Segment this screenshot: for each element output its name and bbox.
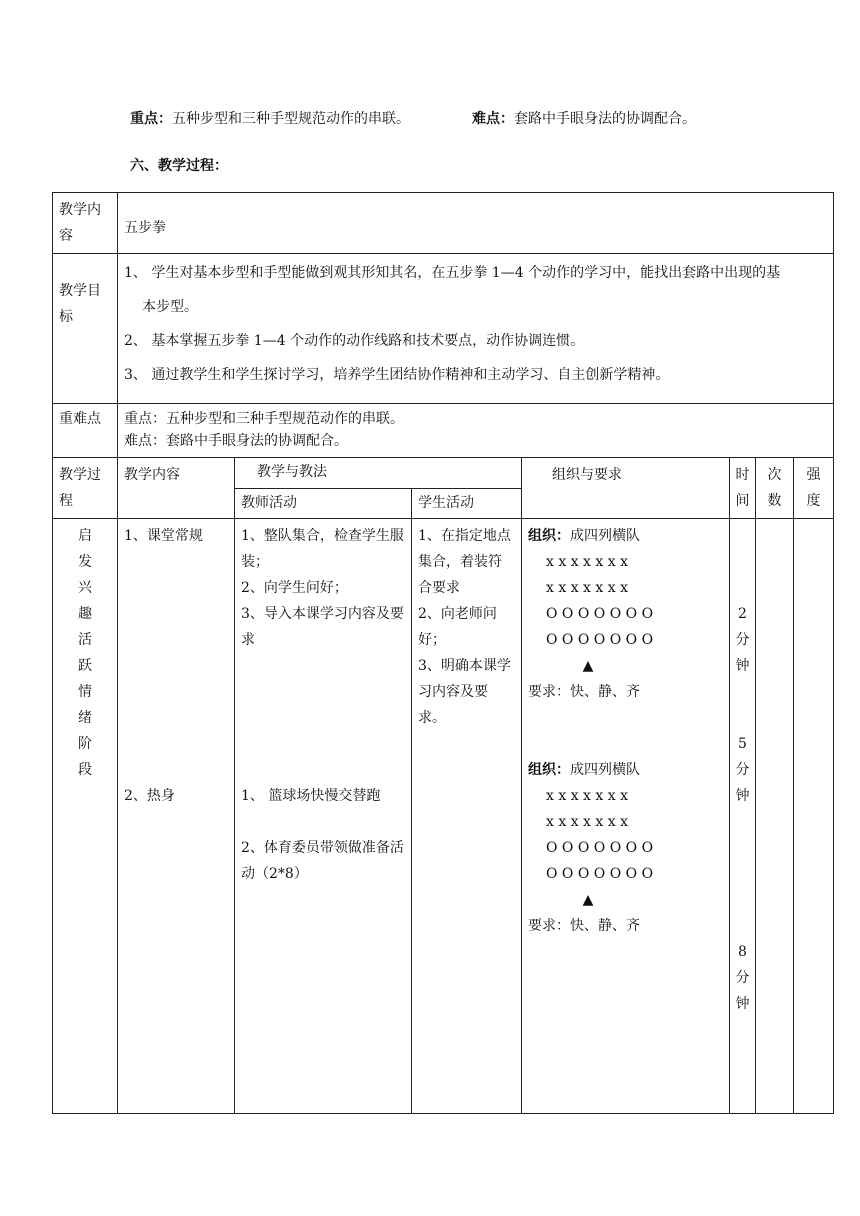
key-point-line — [130, 108, 410, 128]
header-content: 教学内容 — [118, 458, 235, 519]
intensity-cell — [794, 519, 834, 1114]
difficulty-label: 难点： — [472, 111, 514, 127]
student-activity: 1、在指定地点集合，着装符合要求 2、向老师问好； 3、明确本课学习内容及要求。 — [412, 519, 522, 1114]
goal-3: 3、 通过教学生和学生探讨学习，培养学生团结协作精神和主动学习、自主创新学精神。 — [124, 367, 670, 383]
content-items: 1、课堂常规 2、热身 — [118, 519, 235, 1114]
time-cell: 2 分 钟 5 分 钟 8 分 钟 — [730, 519, 756, 1114]
teacher-triangle-icon: ▲ — [582, 892, 594, 908]
section-title: 六、教学过程： — [130, 158, 228, 174]
goals-cell — [118, 254, 834, 404]
keypoints-cell: 重点：五种步型和三种手型规范动作的串联。 难点：套路中手眼身法的协调配合。 — [118, 404, 834, 458]
header-methods: 教学与教法 — [235, 458, 522, 489]
teacher-triangle-icon: ▲ — [582, 658, 594, 674]
count-cell — [756, 519, 794, 1114]
header-process: 教学过程 — [53, 458, 118, 519]
key-text: 五种步型和三种手型规范动作的串联。 — [172, 111, 410, 127]
keypoints-label: 重难点 — [53, 404, 118, 458]
header-intensity: 强 度 — [794, 458, 834, 519]
key-label: 重点： — [130, 111, 172, 127]
header-teacher: 教师活动 — [235, 488, 412, 519]
lesson-table — [52, 192, 834, 1114]
teacher-activity: 1、整队集合，检查学生服装； 2、向学生问好； 3、导入本课学习内容及要求 1、 篮球场快慢交替跑 2、体育委员带领做准备活动（2*8） — [235, 519, 412, 1114]
goal-1: 1、 学生对基本步型和手型能做到观其形知其名，在五步拳 1—4 个动作的学习中，能找出套路中出现的基 — [124, 265, 781, 281]
header-time: 时 间 — [730, 458, 756, 519]
goal-1-cont: 本步型。 — [142, 299, 198, 315]
header-org: 组织与要求 — [522, 458, 730, 519]
goal-2: 2、 基本掌握五步拳 1—4 个动作的动作线路和技术要点，动作协调连惯。 — [124, 333, 585, 349]
header-student: 学生活动 — [412, 488, 522, 519]
header-count: 次 数 — [756, 458, 794, 519]
goals-label: 教学目标 — [53, 254, 118, 404]
content-label: 教学内容 — [53, 193, 118, 254]
difficulty-text: 套路中手眼身法的协调配合。 — [514, 111, 696, 127]
org-cell: 组织：成四列横队 x x x x x x x x x x x x x x O O O O O O O O O O O O O O ▲ 要求：快、静、齐 组织：成四列横队 x x x x x x x x x x x x x x O O O O O O O O O O O O O O ▲ 要求：快、静、齐 — [522, 519, 730, 1114]
content-value: 五步拳 — [118, 193, 834, 254]
difficulty-line — [472, 108, 696, 128]
stage-cell: 启 发 兴 趣 活 跃 情 绪 阶 段 — [53, 519, 118, 1114]
